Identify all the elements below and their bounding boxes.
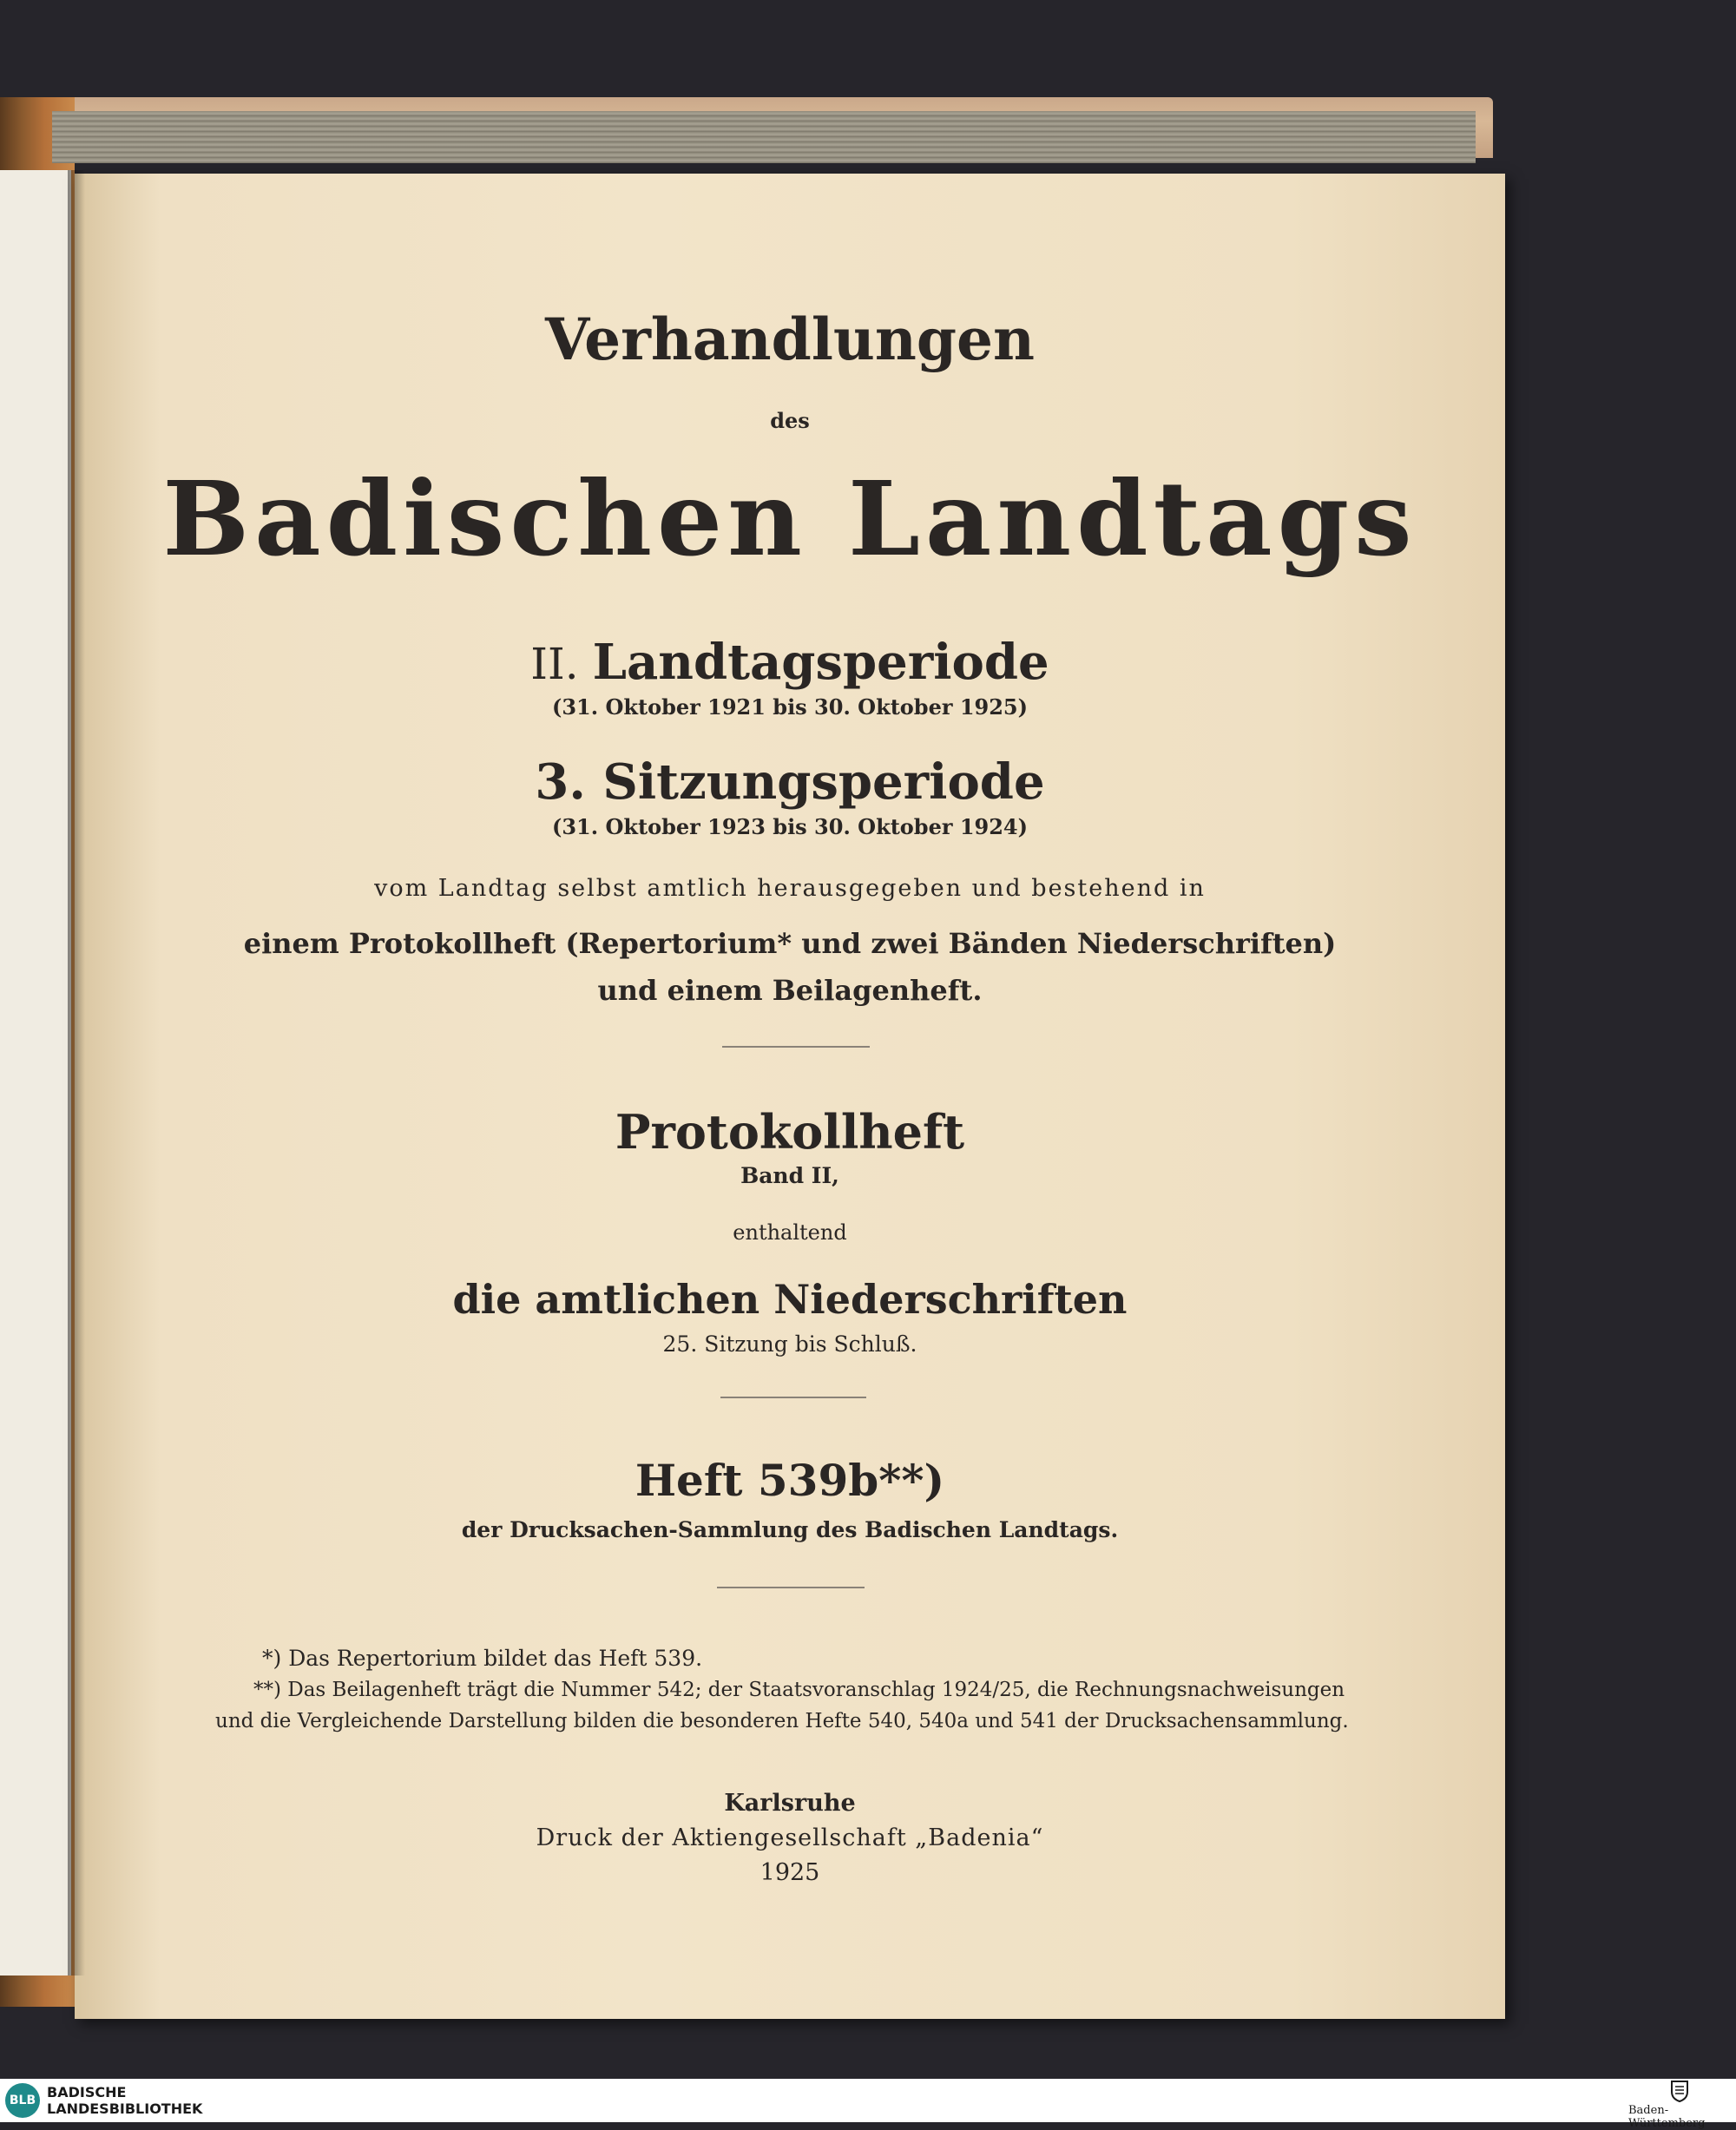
title-preposition: des [770,408,810,433]
published-line: vom Landtag selbst amtlich herausgegeben und bestehend in [374,875,1206,902]
imprint-place: Karlsruhe [724,1790,856,1817]
minutes-title: die amtlichen Niederschriften [452,1276,1128,1323]
period-heading [75,634,1505,691]
session-label: 3. Sitzungsperiode [535,753,1045,811]
library-name-line-2: LANDESBIBLIOTHEK [47,2100,203,2117]
period-number: II. [530,639,579,689]
period-label: Landtagsperiode [592,634,1049,691]
imprint-year: 1925 [760,1859,820,1886]
period-dates: (31. Oktober 1921 bis 30. Oktober 1925) [551,694,1028,720]
main-title: Verhandlungen [545,306,1035,373]
footer-bar [0,2079,1736,2122]
spine-shadow [68,170,85,1976]
divider [722,1046,870,1048]
page-edges [52,111,1476,163]
volume-band: Band II, [740,1163,839,1188]
coat-of-arms-icon [1670,2080,1689,2102]
contents-line-1: einem Protokollheft (Repertorium* und zwei Bänden Niederschriften) [243,927,1337,960]
title-page [75,174,1505,2019]
blb-logo-icon[interactable]: BLB [5,2083,40,2118]
session-dates: (31. Oktober 1923 bis 30. Oktober 1924) [551,814,1028,839]
footnote-1: *) Das Repertorium bildet das Heft 539. [262,1646,703,1671]
facing-page-edge [0,170,71,1976]
contents-line-2: und einem Beilagenheft. [597,974,983,1007]
footnote-3: und die Vergleichende Darstellung bilden die besonderen Hefte 540, 540a und 541 der Drucksachensammlung. [215,1710,1349,1732]
divider [720,1397,866,1398]
state-label: Baden-Württemberg [1628,2104,1706,2130]
divider [717,1587,865,1588]
issue-title: Heft 539b**) [635,1455,945,1506]
volume-title: Protokollheft [615,1104,965,1160]
minutes-range: 25. Sitzung bis Schluß. [662,1331,917,1357]
body-name: Badischen Landtags [162,458,1417,579]
footnote-2: **) Das Beilagenheft trägt die Nummer 542; der Staatsvoranschlag 1924/25, die Rechnungsnachweisungen [253,1679,1345,1701]
imprint-printer: Druck der Aktiengesellschaft „Badenia“ [536,1824,1044,1851]
containing-label: enthaltend [733,1220,847,1245]
library-name-line-1: BADISCHE [47,2084,127,2100]
issue-subtitle: der Drucksachen-Sammlung des Badischen Landtags. [461,1517,1119,1542]
